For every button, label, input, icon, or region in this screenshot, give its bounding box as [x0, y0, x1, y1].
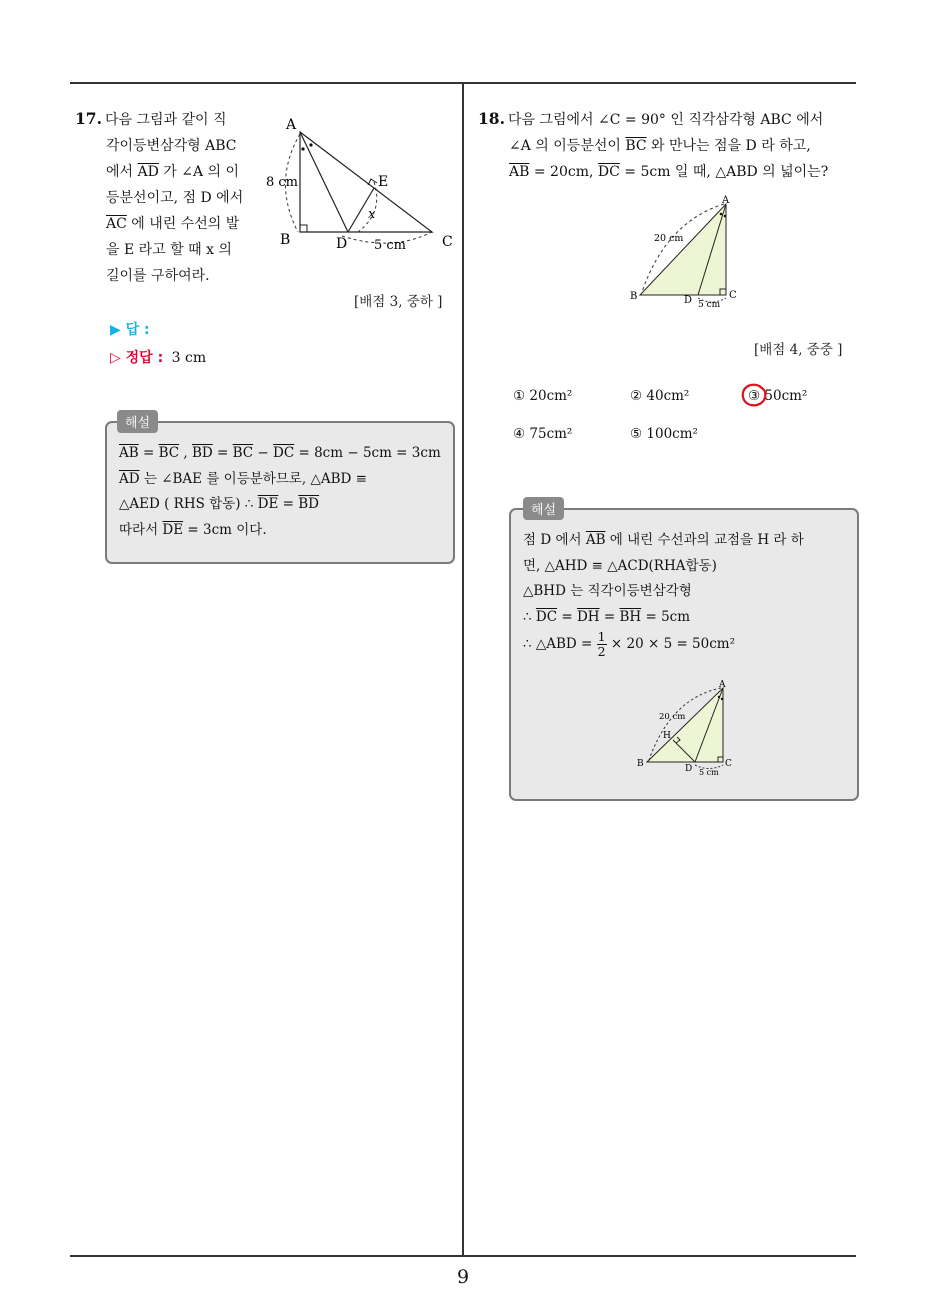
q18-label-d: D	[684, 295, 693, 306]
q17-line: $\overline{AC}$ 에 내린 수선의 발	[106, 216, 240, 232]
exp-line: 면, △AHD ≡ △ACD(RHA합동)	[523, 557, 717, 574]
q17-number: 17.	[75, 109, 102, 128]
exp-label-b: B	[637, 759, 644, 769]
q17-explanation-body	[119, 441, 443, 543]
q18-triangle	[640, 204, 726, 295]
q18-line: 다음 그림에서 ∠C = 90° 인 직각삼각형 ABC 에서	[507, 112, 824, 128]
q17-line: 다음 그림과 같이 직	[104, 112, 227, 128]
q18-label-a: A	[722, 195, 730, 206]
explanation-tag: 해설	[117, 410, 158, 433]
exp-triangle	[647, 688, 723, 762]
choice-2[interactable]: ② 40cm²	[630, 388, 690, 404]
explanation-tag: 해설	[523, 497, 564, 520]
exp-line: △AED ( RHS 합동) ∴ $\overline{DE} = \overline{BD}$	[119, 496, 320, 512]
exp-line: 점 D 에서 $\overline{AB}$ 에 내린 수선과의 교점을 H 라 하	[523, 532, 804, 548]
q18-number: 18.	[478, 109, 505, 128]
q18-meta: [배점 4, 중중 ]	[754, 342, 843, 358]
q17-label-d: D	[336, 236, 348, 252]
q18-line: $\overline{AB} = 20cm$, $\overline{DC} = 5cm$ 일 때, △ABD 의 넓이는?	[509, 164, 829, 180]
q17-line: 길이를 구하여라.	[106, 268, 210, 284]
answer-label: ▶ 답 :	[110, 322, 150, 338]
q17-answer-row	[110, 319, 150, 339]
choice-3[interactable]: ③ 50cm²	[748, 388, 808, 404]
q18-angle-dot	[720, 213, 723, 216]
exp-line: 따라서 $\overline{DE} = 3cm$ 이다.	[119, 521, 267, 538]
q18-angle-dot	[724, 215, 727, 218]
exp-label-c: C	[725, 759, 732, 769]
selected-choice-circle	[739, 382, 769, 410]
exp-label-a: A	[719, 680, 726, 690]
q18-figure	[626, 192, 746, 312]
q17-bisector-ad	[300, 132, 348, 232]
q18-label-b: B	[630, 291, 638, 302]
q17-line: 에서 $\overline{AD}$ 가 ∠A 의 이	[106, 164, 240, 180]
page-number: 9	[456, 1266, 470, 1288]
q18-explanation-box	[509, 503, 859, 801]
q17-text	[75, 106, 255, 289]
q17-triangle	[300, 132, 432, 232]
q17-correct-row	[110, 347, 206, 367]
q17-label-b: B	[280, 232, 291, 248]
q17-label-c: C	[442, 234, 453, 250]
exp-label-5cm: 5 cm	[699, 768, 719, 777]
q17-meta: [배점 3, 중하 ]	[354, 294, 443, 310]
q17-label-x: x	[368, 207, 376, 222]
q17-angle-dot	[309, 143, 312, 146]
exp-line: $\overline{AB} = \overline{BC}$ , $\overline{BD} = \overline{BC} - \overline{DC} = 8cm - 5cm = 3cm$	[119, 445, 441, 461]
q18-line: ∠A 의 이등분선이 $\overline{BC}$ 와 만나는 점을 D 라 하고,	[509, 138, 811, 154]
q17-label-e: E	[378, 174, 389, 190]
q17-right-angle-b	[300, 225, 307, 232]
q17-figure	[262, 112, 462, 254]
q17-line: 을 E 라고 할 때 x 의	[106, 242, 232, 258]
q17-angle-dot	[301, 147, 304, 150]
choice-1[interactable]: ① 20cm²	[513, 388, 573, 404]
exp-line: △BHD 는 직각이등변삼각형	[523, 583, 692, 599]
exp-line: ∴ $\overline{DC} = \overline{DH} = \overline{BH} = 5cm$	[523, 608, 691, 625]
correct-value: 3 cm	[171, 350, 207, 366]
exp-line: $\overline{AD}$ 는 ∠BAE 를 이등분하므로, △ABD ≡	[119, 470, 367, 487]
q18-label-20cm: 20 cm	[654, 233, 684, 244]
q18-explanation-figure	[635, 678, 745, 778]
q17-explanation-box	[105, 416, 455, 564]
q17-line: 등분선이고, 점 D 에서	[106, 190, 244, 206]
choice-5[interactable]: ⑤ 100cm²	[630, 426, 698, 442]
q18-explanation-body	[523, 528, 853, 659]
exp-label-d: D	[685, 764, 693, 774]
choice-4[interactable]: ④ 75cm²	[513, 426, 573, 442]
q18-text	[478, 106, 863, 185]
exp-label-20cm: 20 cm	[659, 712, 686, 722]
exp-label-h: H	[663, 731, 671, 741]
bottom-rule	[70, 1255, 856, 1257]
fraction-half: $\frac{1}{2}$	[597, 629, 606, 659]
correct-label: ▷ 정답 :	[110, 350, 164, 366]
q18-label-5cm: 5 cm	[698, 300, 721, 310]
q18-label-c: C	[729, 290, 737, 301]
exp-line: ∴ △ABD = $\frac{1}{2}$ × 20 × 5 = 50cm²	[523, 629, 736, 659]
q17-label-5cm: 5 cm	[374, 238, 407, 253]
q17-label-a: A	[286, 117, 297, 133]
q17-label-8cm: 8 cm	[266, 175, 299, 190]
column-divider	[462, 83, 464, 1256]
q17-line: 각이등변삼각형 ABC	[106, 138, 237, 154]
